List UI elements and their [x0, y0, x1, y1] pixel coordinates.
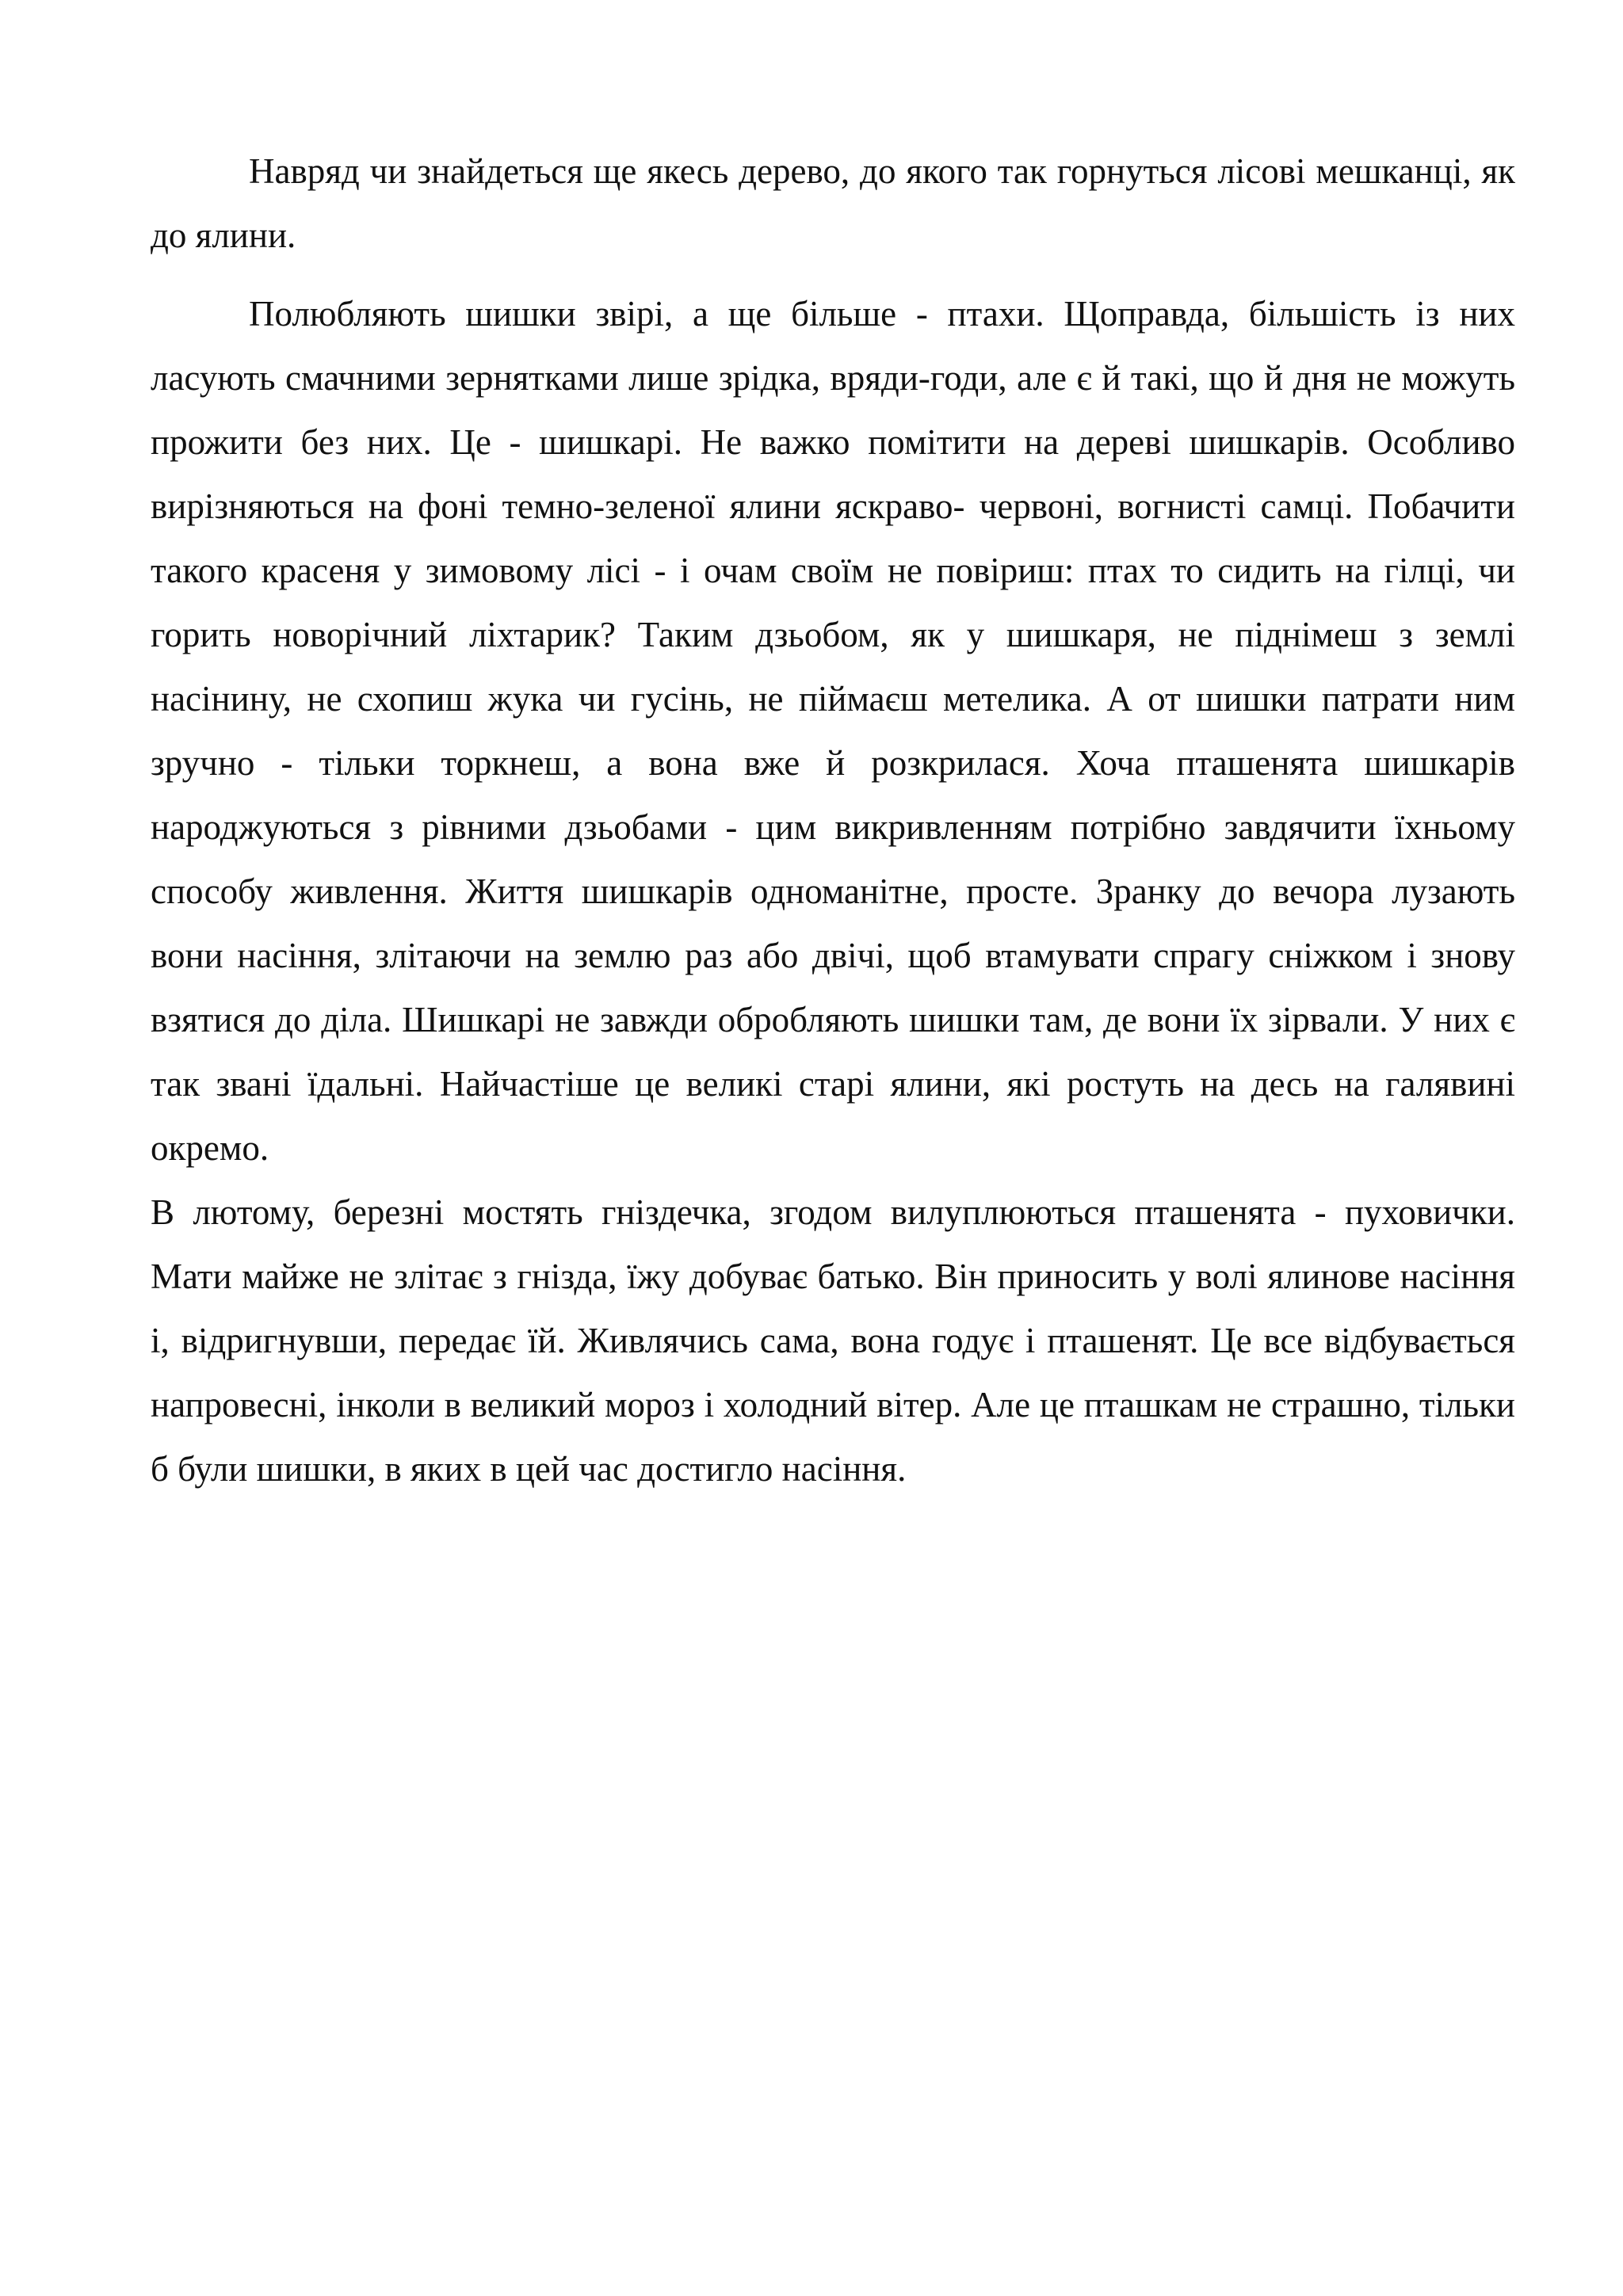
- paragraph-intro: Навряд чи знайдеться ще якесь дерево, до якого так горнуться лісові мешканці, як до ялини.: [151, 151, 1515, 255]
- paragraph-crossbills: Полюбляють шишки звірі, а ще більше - птахи. Щоправда, більшість із них ласують смачними зернятками лише зрідка, вряди-годи, але є й такі, що й дня не можуть прожити без них. Це - шишкарі. Не важко помітити на дереві шишкарів. Особливо вирізняються на фоні темно-зеленої ялини яскраво- червоні, вогнисті самці. Побачити такого красеня у зимовому лісі - і очам своїм не повіриш: птах то сидить на гілці, чи горить новорічний ліхтарик? Таким дзьобом, як у шишкаря, не піднімеш з землі насінину, не схопиш жука чи гусінь, не піймаєш метелика. А от шишки патрати ним зручно - тільки торкнеш, а вона вже й розкрилася. Хоча пташенята шишкарів народжуються з рівними дзьобами - цим викривленням потрібно завдячити їхньому способу живлення. Життя шишкарів одноманітне, просте. Зранку до вечора лузають вони насіння, злітаючи на землю раз або двічі, щоб втамувати спрагу сніжком і знову взятися до діла. Шишкарі не завжди обробляють шишки там, де вони їх зірвали. У них є так звані їдальні. Найчастіше це великі старі ялини, які ростуть на десь на галявині окремо.: [151, 294, 1515, 1168]
- document-body: [151, 139, 1515, 1501]
- paragraph-nesting: В лютому, березні мостять гніздечка, згодом вилуплюються пташенята - пуховички. Мати майже не злітає з гнізда, їжу добуває батько. Він приносить у волі ялинове насіння і, відригнувши, передає їй. Живлячись сама, вона годує і пташенят. Це все відбувається напровесні, інколи в великий мороз і холодний вітер. Але це пташкам не страшно, тільки б були шишки, в яких в цей час достигло насіння.: [151, 1192, 1515, 1489]
